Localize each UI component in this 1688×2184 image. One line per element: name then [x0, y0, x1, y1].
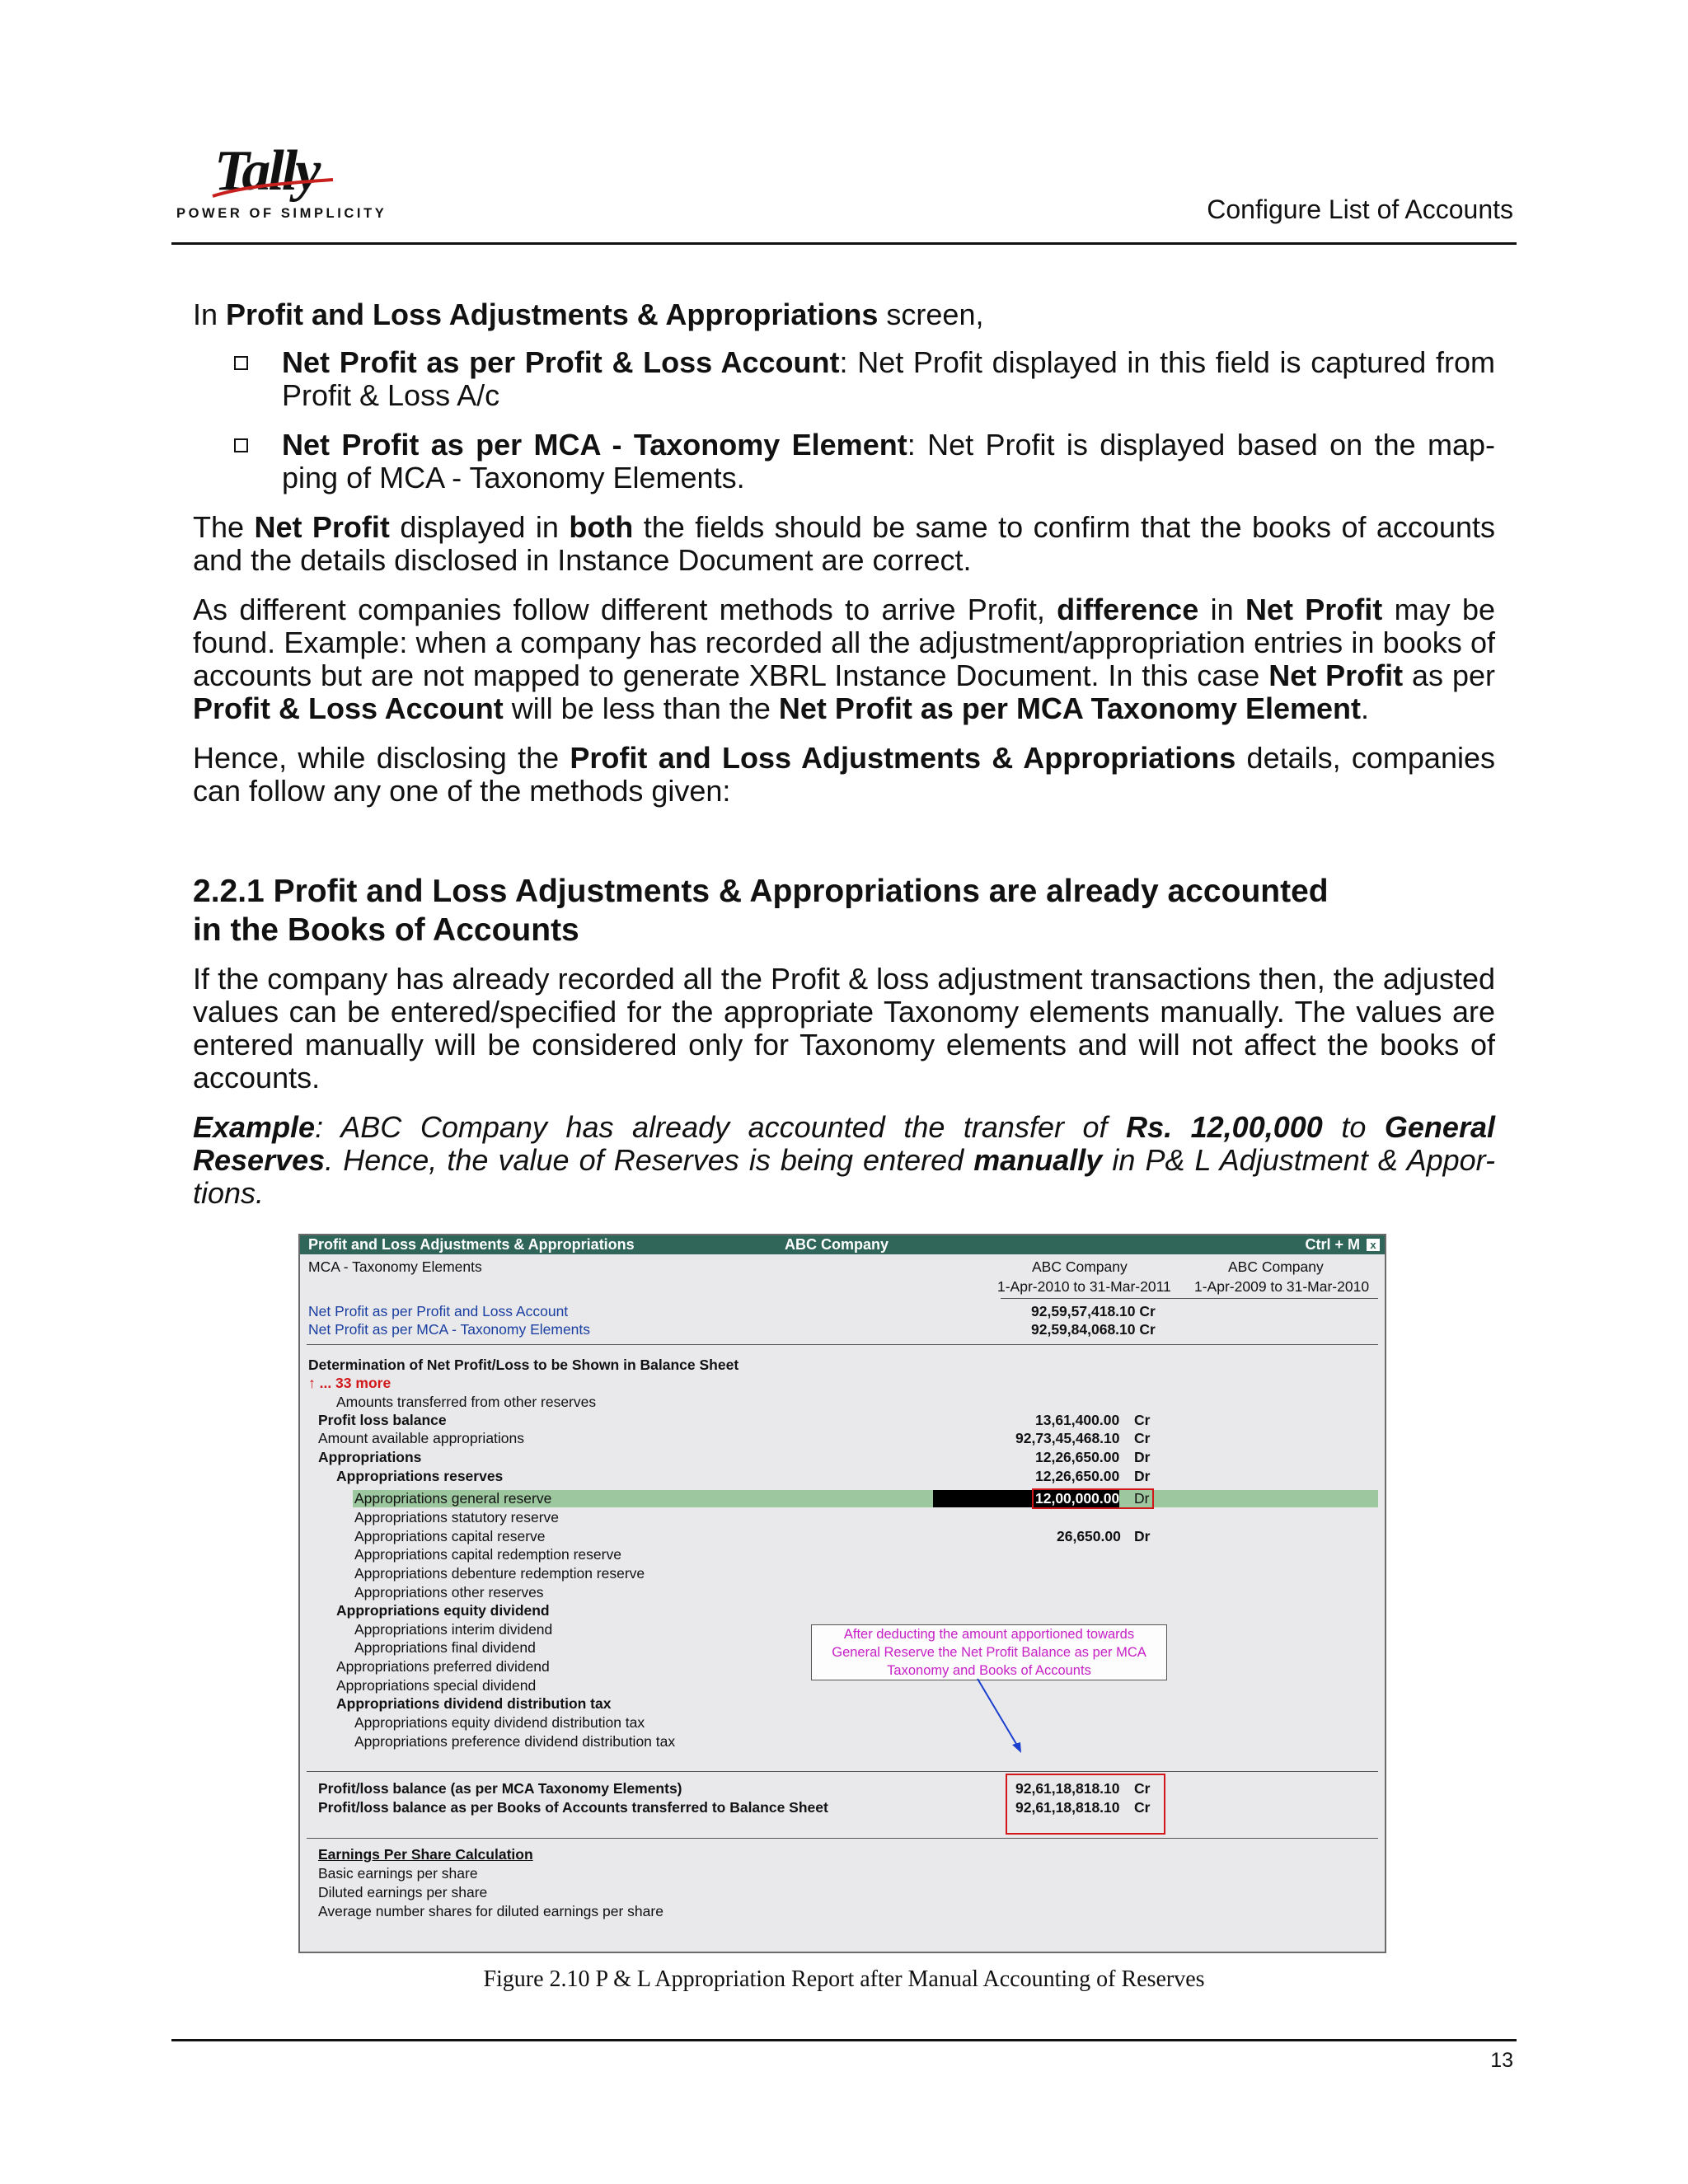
section-divider — [307, 1838, 1378, 1839]
screen-shortcut: Ctrl + M — [1305, 1236, 1360, 1253]
highlight-box — [1006, 1774, 1165, 1835]
list-item: Appropriations reserves — [336, 1468, 504, 1484]
section-divider — [307, 1344, 1378, 1345]
example-paragraph: Example: ABC Company has already accounted the transfer of Rs. 12,00,000 to General Reserves. Hence, the value of Reserves is being entered manually in P& L Adjustment & Appor-tions. — [193, 1110, 1495, 1210]
list-item: Appropriations statutory reserve — [354, 1509, 560, 1526]
logo-swoosh-icon — [211, 178, 335, 203]
list-item: Appropriations final dividend — [354, 1639, 536, 1656]
list-item: Appropriations special dividend — [336, 1677, 537, 1694]
annotation-callout: After deducting the amount apportioned towards General Reserve the Net Profit Balance as per MCA Taxonomy and Books of Accounts — [811, 1624, 1167, 1680]
section-heading: 2.2.1 Profit and Loss Adjustments & Appropriations are already accounted in the Books of Accounts — [193, 874, 1329, 948]
row-side: Dr — [1134, 1528, 1151, 1544]
list-item: Average number shares for diluted earnings per share — [318, 1903, 663, 1919]
col1-period: 1-Apr-2010 to 31-Mar-2011 — [997, 1278, 1171, 1295]
row-value: 13,61,400.00 — [1035, 1412, 1120, 1428]
input-cursor-bar — [933, 1490, 1036, 1507]
eps-heading: Earnings Per Share Calculation — [318, 1846, 533, 1863]
col1-company: ABC Company — [1032, 1258, 1128, 1275]
section-divider — [307, 1771, 1378, 1772]
paragraph: The Net Profit displayed in both the fields should be same to confirm that the books of accounts and the details disclosed in Instance Document are correct. — [193, 510, 1496, 577]
net-profit-pl-value: 92,59,57,418.10 Cr — [1031, 1303, 1156, 1319]
general-reserve-input[interactable]: 12,00,000.00 — [1035, 1490, 1120, 1507]
screen-company: ABC Company — [785, 1236, 889, 1253]
paragraph: As different companies follow different methods to arrive Profit, difference in Net Profit may be found. Example: when a company has recorded all the adjustment/appropriation entries in books of accounts but are not mapped to generate XBRL Instance Document. In this case Net Profit as per Profit & Loss Account will be less than the Net Profit as per MCA Taxonomy Element. — [193, 593, 1496, 725]
document-body — [193, 298, 1495, 1226]
list-item: Amounts transferred from other reserves — [336, 1394, 597, 1410]
row-value: 92,73,45,468.10 — [1015, 1430, 1120, 1446]
row-side: Cr — [1134, 1430, 1151, 1446]
list-item: Diluted earnings per share — [318, 1884, 488, 1900]
net-profit-mca-value: 92,59,84,068.10 Cr — [1031, 1321, 1156, 1338]
row-side: Dr — [1134, 1468, 1151, 1484]
col2-period: 1-Apr-2009 to 31-Mar-2010 — [1194, 1278, 1370, 1295]
pl-balance-mca-value: 92,61,18,818.10 — [1015, 1780, 1120, 1797]
logo-tagline: POWER OF SIMPLICITY — [176, 206, 387, 221]
section-paragraph: If the company has already recorded all the Profit & loss adjustment transactions then, the adjusted values can be entered/specified for the appropriate Taxonomy elements manually. The values are entered manually will be considered only for Taxonomy elements and will not affect the books of accounts. — [193, 962, 1495, 1094]
logo-wordmark: Tally — [214, 139, 319, 203]
header-divider — [171, 242, 1517, 245]
net-profit-mca-label: Net Profit as per MCA - Taxonomy Elements — [308, 1321, 591, 1338]
list-item: Amount available appropriations — [318, 1430, 525, 1446]
page-number: 13 — [1490, 2049, 1513, 2072]
net-profit-pl-label: Net Profit as per Profit and Loss Account — [308, 1303, 569, 1319]
bullet-item: Net Profit as per MCA - Taxonomy Element: Net Profit is displayed based on the map-ping of MCA - Taxonomy Elements. — [193, 429, 1495, 494]
row-side: Cr — [1134, 1412, 1151, 1428]
list-item: Appropriations capital reserve — [354, 1528, 546, 1544]
pl-balance-books-label: Profit/loss balance as per Books of Accounts transferred to Balance Sheet — [318, 1799, 828, 1816]
row-value: 12,26,650.00 — [1035, 1468, 1120, 1484]
close-icon[interactable]: x — [1367, 1239, 1380, 1251]
footer-divider — [171, 2039, 1517, 2041]
list-item: Basic earnings per share — [318, 1865, 478, 1882]
row-value: 26,650.00 — [1057, 1528, 1121, 1544]
list-item: Appropriations preferred dividend — [336, 1658, 550, 1675]
list-item: Appropriations interim dividend — [354, 1621, 553, 1638]
tally-logo — [175, 138, 387, 221]
pl-balance-mca-label: Profit/loss balance (as per MCA Taxonomy Elements) — [318, 1780, 682, 1797]
square-bullet-icon — [234, 356, 248, 370]
list-item: Appropriations equity dividend distribution tax — [354, 1714, 645, 1731]
row-side: Dr — [1134, 1449, 1151, 1465]
screen-title: Profit and Loss Adjustments & Appropriations — [308, 1236, 635, 1253]
column-header-label: MCA - Taxonomy Elements — [308, 1258, 482, 1275]
list-item: Appropriations debenture redemption reserve — [354, 1565, 645, 1582]
paragraph: Hence, while disclosing the Profit and Loss Adjustments & Appropriations details, companies can follow any one of the methods given: — [193, 741, 1495, 808]
row-side: Cr — [1134, 1780, 1151, 1797]
list-item: Appropriations — [318, 1449, 422, 1465]
list-item: Appropriations equity dividend — [336, 1602, 550, 1619]
list-item: Appropriations other reserves — [354, 1584, 544, 1601]
list-item: Appropriations preference dividend distribution tax — [354, 1733, 676, 1750]
list-item: Profit loss balance — [318, 1412, 447, 1428]
list-item: Appropriations capital redemption reserve — [354, 1546, 621, 1563]
pl-appropriation-screenshot — [298, 1234, 1386, 1953]
col2-company: ABC Company — [1228, 1258, 1324, 1275]
row-side: Dr — [1134, 1490, 1150, 1507]
more-items-link[interactable]: ↑ ... 33 more — [308, 1375, 392, 1391]
page-header-title: Configure List of Accounts — [1207, 194, 1513, 224]
general-reserve-item[interactable]: Appropriations general reserve — [354, 1490, 552, 1507]
intro-line: In Profit and Loss Adjustments & Appropriations screen, — [193, 298, 984, 331]
row-value: 12,26,650.00 — [1035, 1449, 1120, 1465]
square-bullet-icon — [234, 438, 248, 452]
highlight-box — [1032, 1488, 1154, 1509]
column-divider — [1001, 1298, 1378, 1299]
figure-caption: Figure 2.10 P & L Appropriation Report after Manual Accounting of Reserves — [483, 1966, 1205, 1992]
pl-balance-books-value: 92,61,18,818.10 — [1015, 1799, 1120, 1816]
determination-heading: Determination of Net Profit/Loss to be Shown in Balance Sheet — [308, 1357, 739, 1373]
list-item: Appropriations dividend distribution tax — [336, 1695, 612, 1712]
screen-title-bar — [300, 1235, 1385, 1254]
row-side: Cr — [1134, 1799, 1151, 1816]
callout-arrow-icon — [976, 1677, 1058, 1760]
bullet-item: Net Profit as per Profit & Loss Account: Net Profit displayed in this field is captured from Profit & Loss A/c — [193, 346, 1495, 412]
